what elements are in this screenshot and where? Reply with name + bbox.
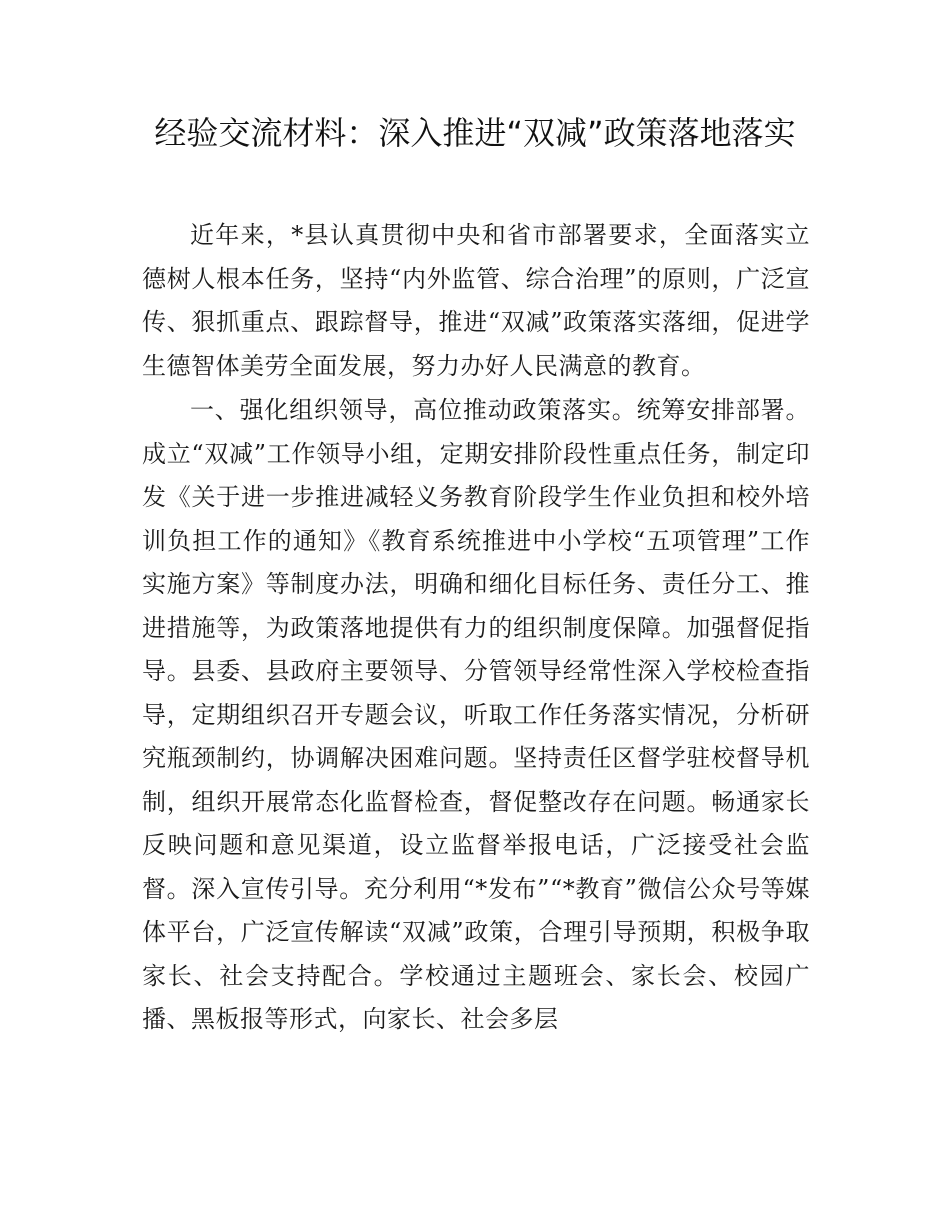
section-one-paragraph: 一、强化组织领导，高位推动政策落实。统筹安排部署。成立“双减”工作领导小组，定期安排阶段性重点任务，制定印发《关于进一步推进减轻义务教育阶段学生作业负担和校外培训负担工作的通知》《教育系统推进中小学校“五项管理”工作实施方案》等制度办法，明确和细化目标任务、责任分工、推进措施等，为政策落地提供有力的组织制度保障。加强督促指导。县委、县政府主要领导、分管领导经常性深入学校检查指导，定期组织召开专题会议，听取工作任务落实情况，分析研究瓶颈制约，协调解决困难问题。坚持责任区督学驻校督导机制，组织开展常态化监督检查，督促整改存在问题。畅通家长反映问题和意见渠道，设立监督举报电话，广泛接受社会监督。深入宣传引导。充分利用“*发布”“*教育”微信公众号等媒体平台，广泛宣传解读“双减”政策，合理引导预期，积极争取家长、社会支持配合。学校通过主题班会、家长会、校园广播、黑板报等形式，向家长、社会多层 [142, 396, 810, 1033]
document-title: 经验交流材料：深入推进“双减”政策落地落实 [154, 114, 796, 152]
intro-paragraph: 近年来，*县认真贯彻中央和省市部署要求，全面落实立德树人根本任务，坚持“内外监管、综合治理”的原则，广泛宣传、狠抓重点、跟踪督导，推进“双减”政策落实落细，促进学生德智体美劳全面发展，努力办好人民满意的教育。 [142, 221, 810, 380]
